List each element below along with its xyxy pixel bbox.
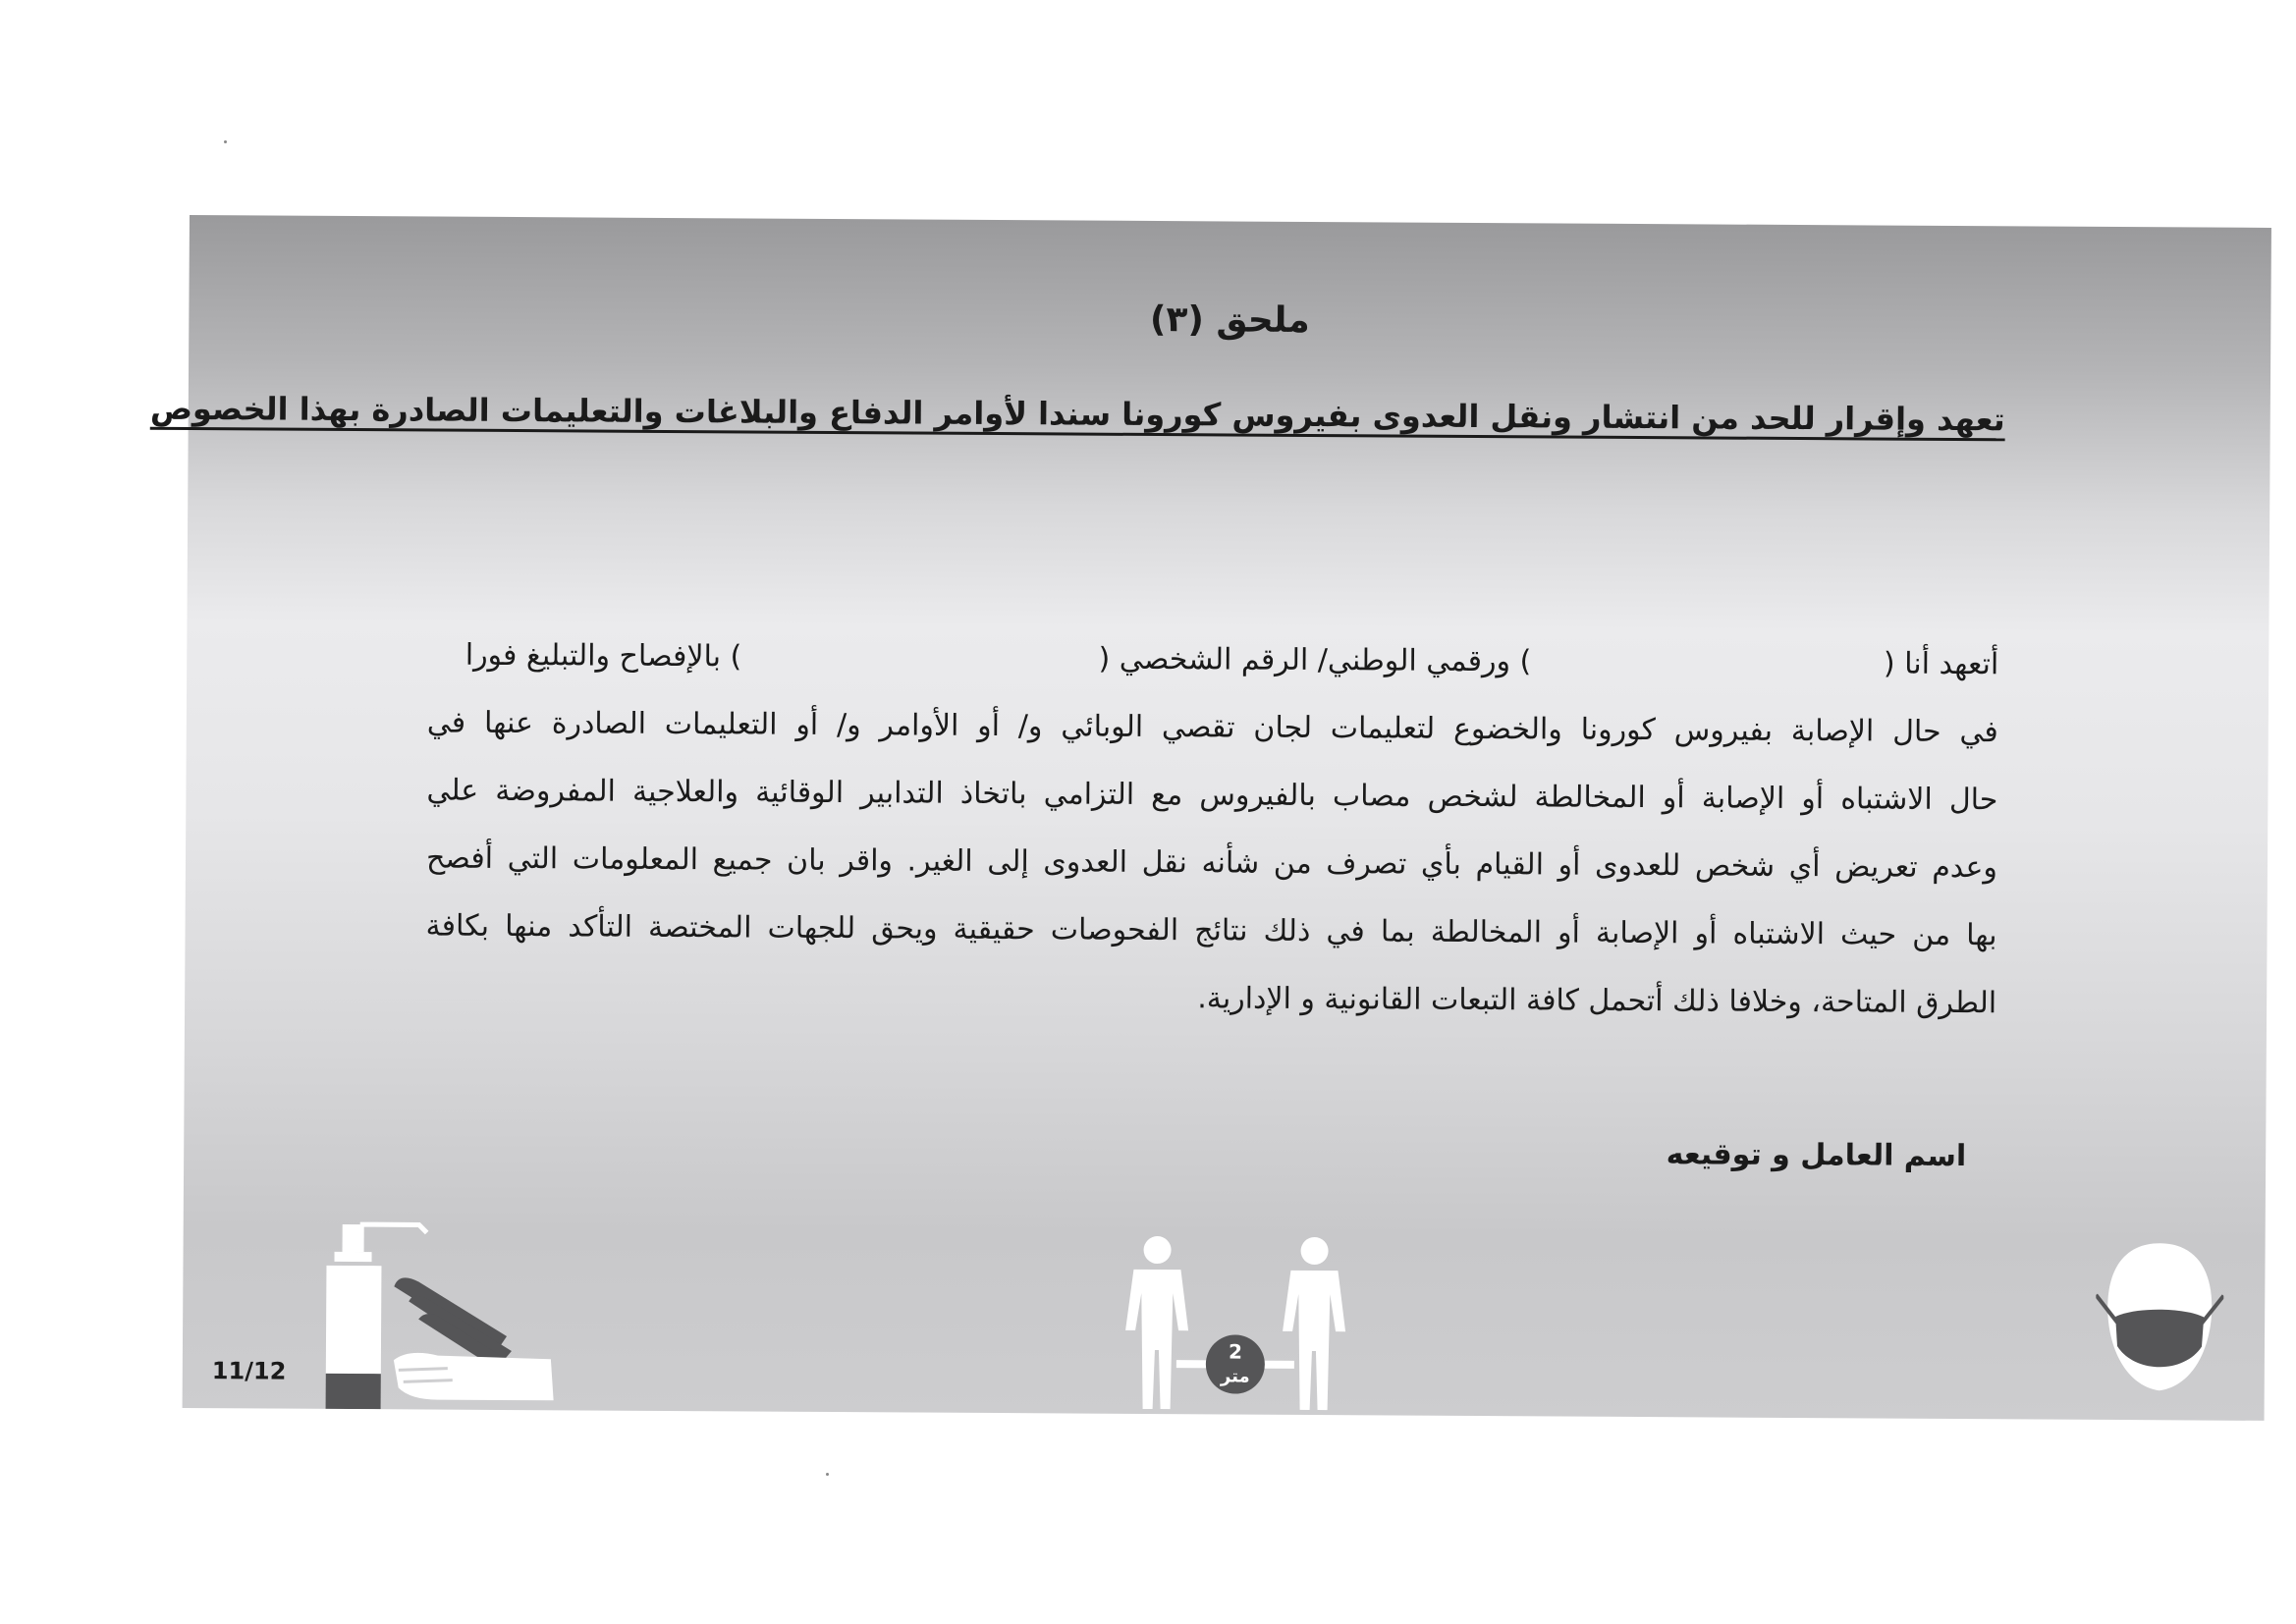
annex-title: ملحق (٣) <box>1149 298 1310 341</box>
scan-speck <box>224 140 227 143</box>
pledge-national-id-prefix: ) ورقمي الوطني/ الرقم الشخصي ( <box>1098 641 1532 679</box>
scan-speck <box>826 1473 829 1476</box>
pledge-line: وعدم تعريض أي شخص للعدوى أو القيام بأي تصرف من شأنه نقل العدوى إلى الغير. واقر بان جميع المعلومات التي أفصح <box>425 840 1998 886</box>
hand-sanitizer-icon <box>320 1213 576 1411</box>
pledge-line: في حال الإصابة بفيروس كورونا والخضوع لتعليمات لجان تقصي الوبائي و/ أو الأوامر و/ أو التعليمات الصادرة عنها في <box>426 705 1998 750</box>
distance-unit: متر <box>1220 1366 1250 1387</box>
distance-value: 2 <box>1228 1339 1242 1364</box>
annex-panel <box>149 215 2271 1421</box>
pledge-body <box>425 621 1998 1037</box>
pledge-line: بها من حيث الاشتباه أو الإصابة أو المخالطة بما في ذلك نتائج الفحوصات حقيقية ويحق للجهات المختصة التأكد منها بكافة <box>425 908 1997 953</box>
face-mask-icon <box>2096 1238 2224 1396</box>
social-distance-icon <box>1118 1232 1354 1420</box>
pledge-line: الطرق المتاحة، وخلافا ذلك أتحمل كافة التبعات القانونية و الإدارية. <box>1197 981 1997 1021</box>
pledge-line: حال الاشتباه أو الإصابة أو المخالطة لشخص مصاب بالفيروس مع التزامي باتخاذ التدابير الوقائية والعلاجية المفروضة علي <box>426 773 1998 818</box>
pledge-subtitle: تعهد وإقرار للحد من انتشار ونقل العدوى بفيروس كورونا سندا لأوامر الدفاع والبلاغات والتعليمات الصادرة بهذا الخصوص <box>149 389 2005 439</box>
page-number: 11/12 <box>211 1357 287 1385</box>
worker-signature-label: اسم العامل و توقيعه <box>1666 1137 1967 1174</box>
pledge-name-prefix: أتعهد أنا ( <box>1883 646 1999 682</box>
pledge-disclosure-suffix: ) بالإفصاح والتبليغ فورا <box>465 637 742 675</box>
pledge-first-line <box>427 621 1998 698</box>
